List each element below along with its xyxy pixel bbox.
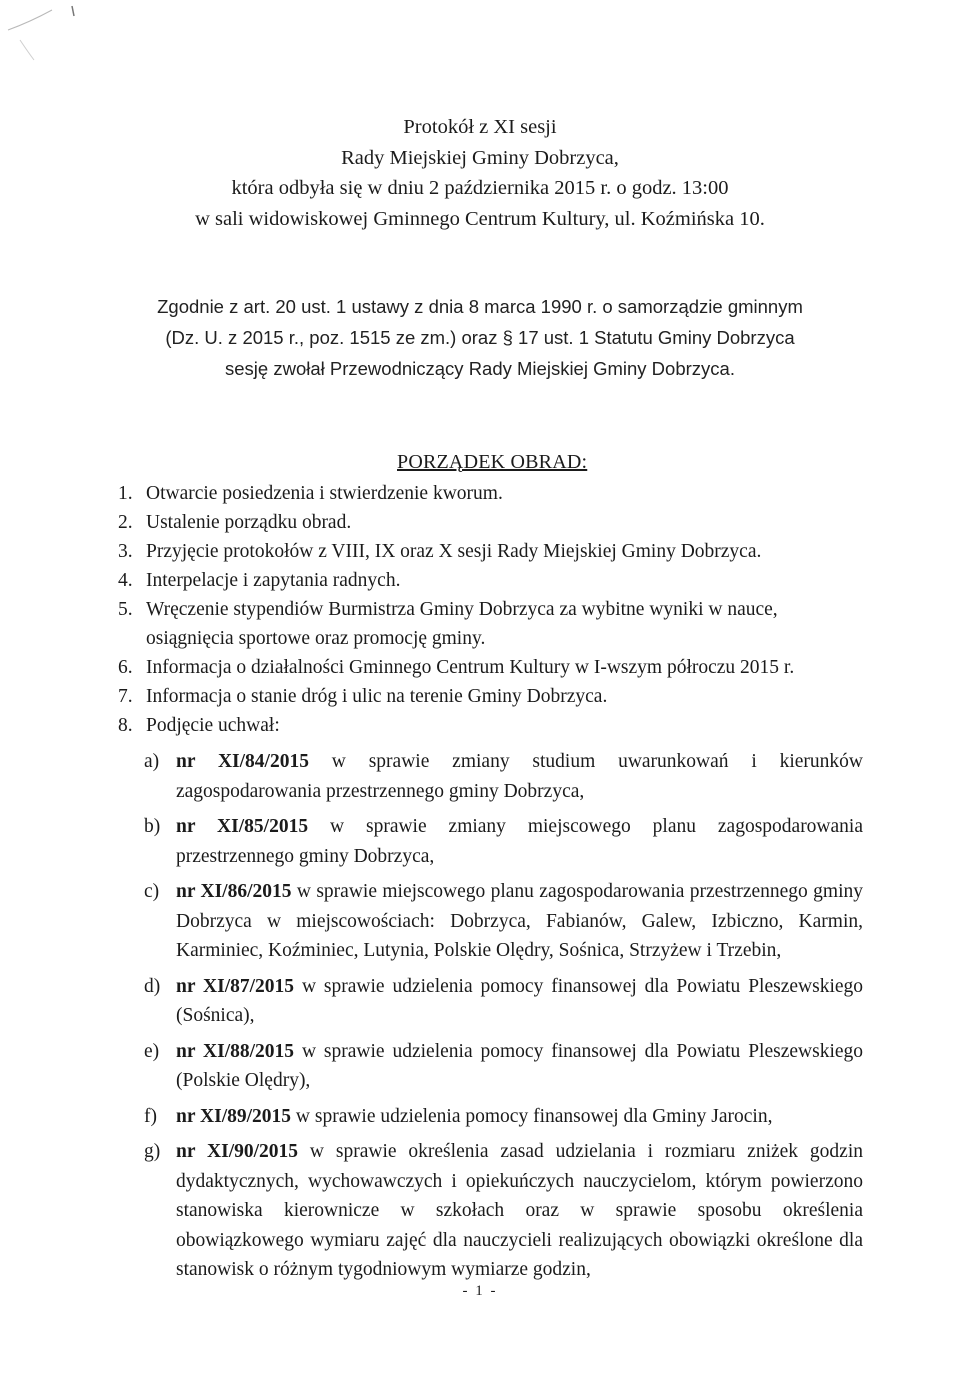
resolution-body [176, 812, 863, 871]
title-line-1: Protokół z XI sesji [403, 116, 557, 138]
resolution-item [144, 877, 863, 966]
agenda-item-text: Podjęcie uchwał: [146, 715, 280, 736]
title-line-4: w sali widowiskowej Gminnego Centrum Kultury, ul. Koźmińska 10. [195, 207, 765, 230]
agenda-item-number: 2. [118, 512, 133, 533]
resolution-text: w sprawie miejscowego planu zagospodarowania przestrzennego gminy Dobrzyca w miejscowościach: Dobrzyca, Fabianów, Galew, Izbiczno, Karmin, Karminiec, Koźminiec, Lutynia, Polskie Olędry, Sośnica, Strzyżew i Trzebin, [176, 881, 863, 961]
agenda-item [118, 653, 863, 682]
agenda-item-text: Interpelacje i zapytania radnych. [146, 570, 401, 591]
resolution-item [144, 972, 863, 1031]
agenda-item [118, 711, 863, 740]
agenda-item-text: Otwarcie posiedzenia i stwierdzenie kworum. [146, 483, 503, 504]
resolution-number: nr XI/84/2015 [176, 751, 309, 772]
resolution-number: nr XI/86/2015 [176, 881, 292, 902]
agenda-heading: PORZĄDEK OBRAD: [397, 451, 588, 473]
agenda-item-number: 1. [118, 483, 133, 504]
resolutions-list [144, 747, 863, 1285]
resolution-item [144, 812, 863, 871]
resolution-letter: g) [144, 1141, 161, 1162]
resolution-text: w sprawie zmiany miejscowego planu zagospodarowania przestrzennego gminy Dobrzyca, [176, 816, 863, 867]
resolution-text: w sprawie udzielenia pomocy finansowej dla Powiatu Pleszewskiego (Sośnica), [176, 975, 864, 1026]
resolution-body [176, 1037, 863, 1096]
resolution-body [176, 1102, 863, 1132]
agenda-item-number: 4. [118, 570, 133, 591]
agenda-item [118, 595, 863, 653]
agenda-item-number: 6. [118, 657, 133, 678]
resolution-letter: b) [144, 816, 161, 837]
resolution-body [176, 972, 863, 1031]
resolution-letter: f) [144, 1105, 157, 1127]
resolution-text: w sprawie zmiany studium uwarunkowań i kierunków zagospodarowania przestrzennego gminy Dobrzyca, [176, 751, 864, 802]
intro-line-3: sesję zwołał Przewodniczący Rady Miejskiej Gminy Dobrzyca. [225, 358, 735, 379]
page-number: - 1 - [462, 1283, 498, 1299]
agenda-item-number: 3. [118, 541, 133, 562]
resolution-number: nr XI/87/2015 [176, 975, 295, 997]
resolution-number: nr XI/89/2015 [176, 1105, 292, 1127]
scan-mark [0, 0, 80, 70]
agenda-item-text: Informacja o stanie dróg i ulic na terenie Gminy Dobrzyca. [146, 686, 608, 707]
agenda-item-text: Przyjęcie protokołów z VIII, IX oraz X sesji Rady Miejskiej Gminy Dobrzyca. [146, 541, 762, 562]
resolution-letter: a) [144, 751, 160, 772]
resolution-body [176, 877, 863, 966]
intro-paragraph [0, 291, 960, 384]
resolution-item [144, 1102, 863, 1132]
resolution-number: nr XI/90/2015 [176, 1141, 299, 1162]
resolution-item [144, 747, 863, 806]
agenda-item [118, 566, 863, 595]
agenda-item-text: Informacja o działalności Gminnego Centrum Kultury w I-wszym półroczu 2015 r. [146, 657, 795, 678]
resolution-body [176, 1137, 863, 1285]
document-title [0, 112, 960, 234]
resolution-letter: e) [144, 1040, 160, 1062]
agenda-item-text: Ustalenie porządku obrad. [146, 512, 352, 533]
resolution-text: w sprawie określenia zasad udzielania i rozmiaru zniżek godzin dydaktycznych, wychowawczych i opiekuńczych nauczycielom, którym powierzono stanowiska kierownicze w szkołach oraz w sprawie sposobu określenia obowiązkowego wymiaru zajęć dla nauczycieli realizujących obowiązki określone dla stanowisk o różnym tygodniowym wymiarze godzin, [176, 1141, 864, 1280]
resolution-number: nr XI/88/2015 [176, 1040, 295, 1062]
agenda-item [118, 682, 863, 711]
agenda-item [118, 479, 863, 508]
agenda-item-number: 8. [118, 715, 133, 736]
intro-line-1: Zgodnie z art. 20 ust. 1 ustawy z dnia 8 marca 1990 r. o samorządzie gminnym [157, 296, 803, 317]
agenda-list [118, 479, 863, 1291]
agenda-item-number: 7. [118, 686, 133, 707]
title-line-3: która odbyła się w dniu 2 października 2015 r. o godz. 13:00 [231, 177, 729, 199]
title-line-2: Rady Miejskiej Gminy Dobrzyca, [341, 146, 619, 169]
resolution-item [144, 1037, 863, 1096]
agenda-item [118, 508, 863, 537]
resolution-item [144, 1137, 863, 1285]
resolution-number: nr XI/85/2015 [176, 816, 309, 837]
resolution-body [176, 747, 863, 806]
resolution-letter: d) [144, 975, 161, 997]
agenda-item-number: 5. [118, 599, 133, 620]
resolution-text: w sprawie udzielenia pomocy finansowej dla Gminy Jarocin, [291, 1105, 773, 1127]
resolution-text: w sprawie udzielenia pomocy finansowej dla Powiatu Pleszewskiego (Polskie Olędry), [176, 1040, 864, 1091]
intro-line-2: (Dz. U. z 2015 r., poz. 1515 ze zm.) oraz § 17 ust. 1 Statutu Gminy Dobrzyca [165, 327, 795, 348]
agenda-item-text: Wręczenie stypendiów Burmistrza Gminy Dobrzyca za wybitne wyniki w nauce, osiągnięcia sportowe oraz promocję gminy. [146, 599, 778, 649]
resolution-letter: c) [144, 881, 160, 902]
agenda-item [118, 537, 863, 566]
